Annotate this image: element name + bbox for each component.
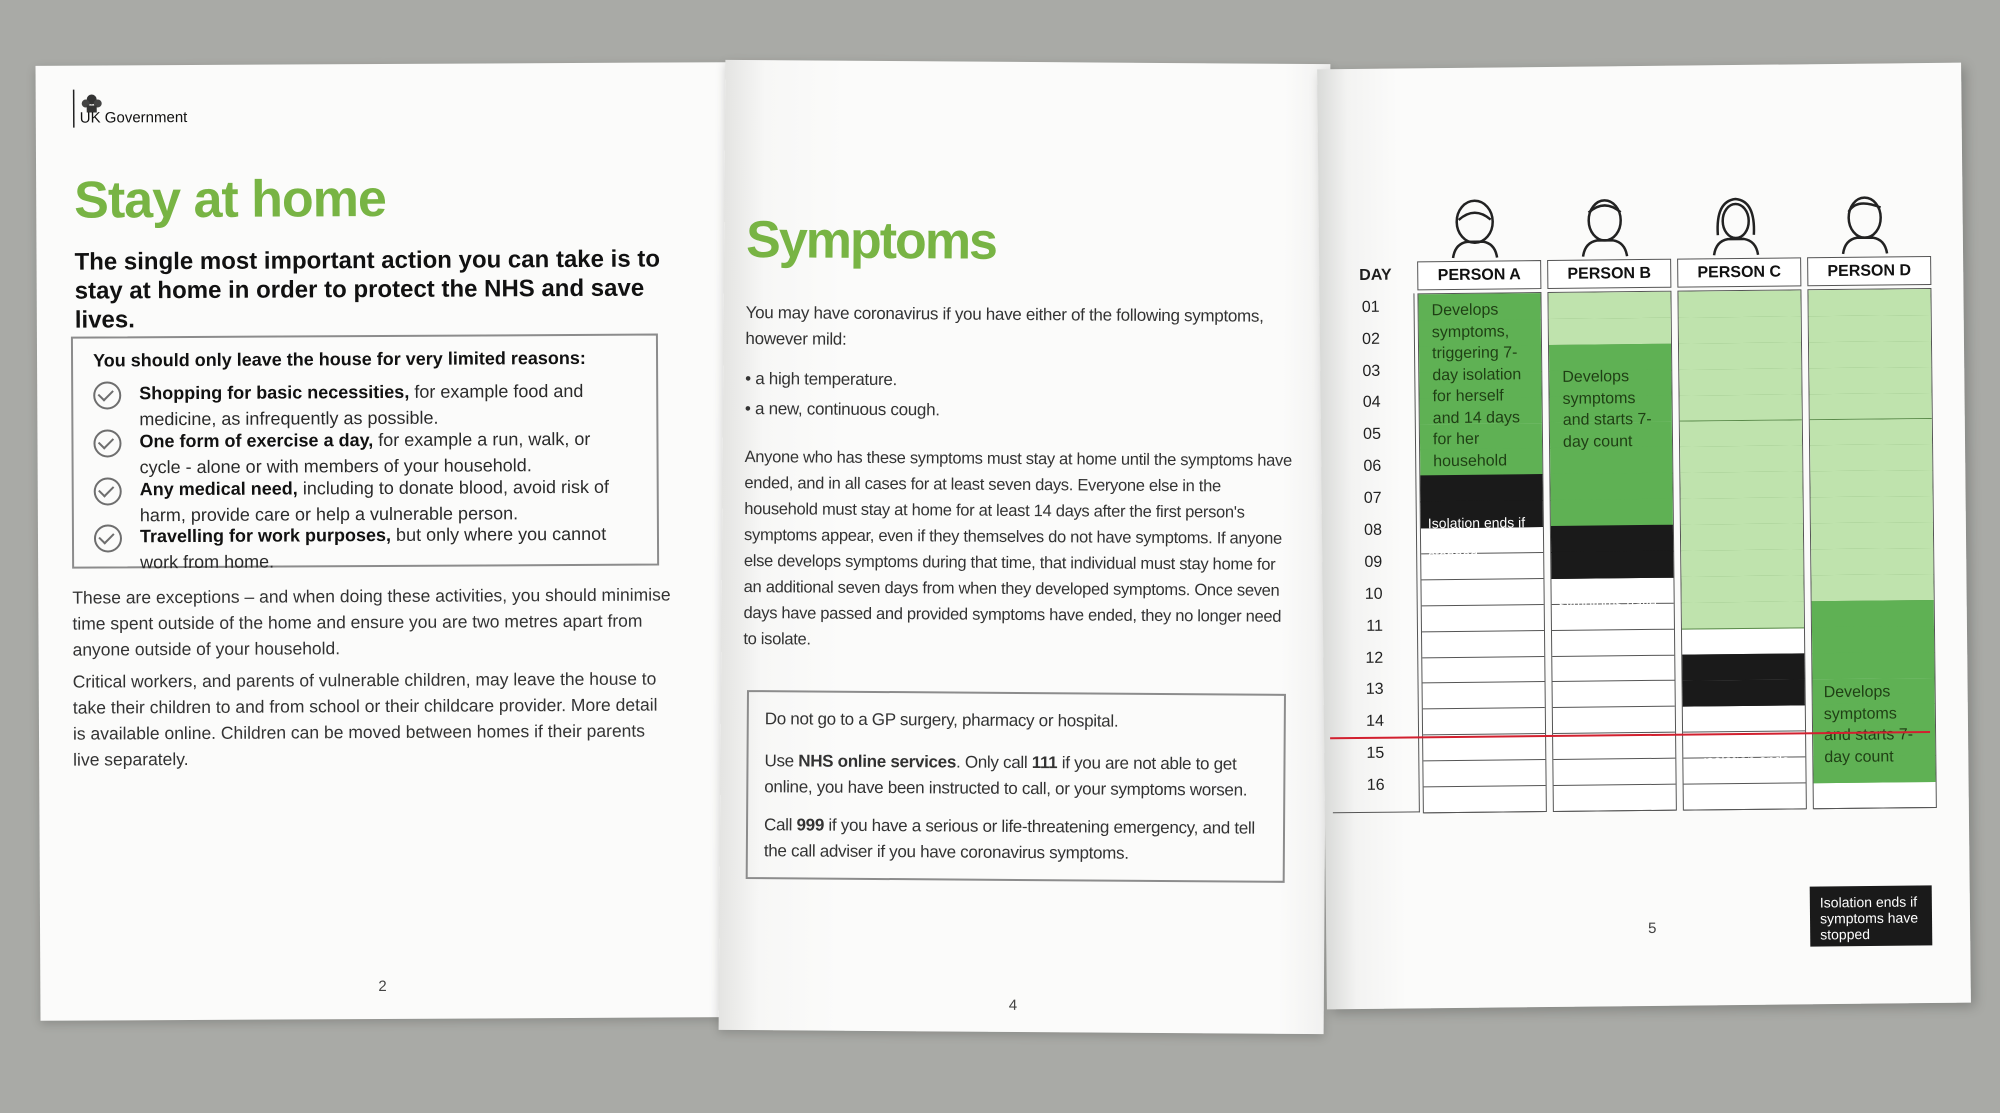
day-label: 08 xyxy=(1364,521,1383,539)
check-circle-icon xyxy=(93,429,121,457)
calendar-cell xyxy=(1420,474,1542,502)
calendar-cell xyxy=(1551,525,1673,553)
calendar-cell xyxy=(1423,759,1545,787)
page-number: 2 xyxy=(378,977,387,996)
day-label: 06 xyxy=(1363,457,1382,475)
calendar-cell xyxy=(1679,316,1801,344)
calendar-cell xyxy=(1681,549,1803,577)
person-a-icon xyxy=(1446,197,1503,260)
calendar-cell xyxy=(1682,627,1804,655)
page-title: Stay at home xyxy=(74,169,387,230)
calendar-cell xyxy=(1553,706,1675,734)
person-b-icon xyxy=(1576,196,1633,259)
calendar-cell xyxy=(1682,653,1804,681)
reasons-box xyxy=(71,334,659,573)
calendar-cell xyxy=(1812,600,1934,628)
calendar-cell xyxy=(1681,523,1803,551)
critical-workers-paragraph: Critical workers, and parents of vulnerable children, may leave the house to take their children to and from school or their childcare provider. More detail is available online. Children can be moved between homes if their parents live separately. xyxy=(72,668,658,770)
day-label: 16 xyxy=(1366,776,1385,794)
check-circle-icon xyxy=(94,524,122,552)
nhs-advice-box xyxy=(746,690,1286,883)
day-label: 05 xyxy=(1363,425,1382,443)
calendar-cell xyxy=(1422,630,1544,658)
calendar-cell xyxy=(1553,680,1675,708)
person-c-icon xyxy=(1707,195,1764,258)
calendar-cell xyxy=(1679,368,1801,396)
person-b-header: PERSON B xyxy=(1547,259,1671,289)
calendar-cell xyxy=(1550,473,1672,501)
calendar-cell xyxy=(1809,341,1931,369)
day-label: 13 xyxy=(1365,680,1384,698)
person-a-end-note: Isolation ends if symptoms have stopped xyxy=(1427,514,1527,564)
uk-government-logo xyxy=(72,87,188,135)
calendar-cell xyxy=(1422,604,1544,632)
reason-exercise: One form of exercise a day, for example a run, walk, or cycle - alone or with members of your household. xyxy=(139,428,591,478)
calendar-cell xyxy=(1683,679,1805,707)
calendar-cell xyxy=(1552,654,1674,682)
person-c-header: PERSON C xyxy=(1677,257,1801,287)
calendar-cell xyxy=(1424,785,1546,813)
person-d-header: PERSON D xyxy=(1807,256,1931,286)
advice-line-gp: Do not go to a GP surgery, pharmacy or hospital. xyxy=(764,709,1119,731)
calendar-cell xyxy=(1678,290,1800,318)
calendar-cell xyxy=(1549,318,1671,346)
advice-line-nhs-online: Use NHS online services. Only call 111 if you are not able to get online, you have been instructed to call, or your symptoms worsen. xyxy=(764,751,1248,800)
symptoms-intro: You may have coronavirus if you have either of the following symptoms, however mild: xyxy=(745,303,1264,349)
reasons-heading: You should only leave the house for very limited reasons: xyxy=(92,347,586,371)
reason-shopping: Shopping for basic necessities, for example food and medicine, as infrequently as possible. xyxy=(139,380,584,430)
calendar-cell xyxy=(1680,472,1802,500)
page-number: 5 xyxy=(1648,919,1657,937)
isolation-guidance: Anyone who has these symptoms must stay at home until the symptoms have ended, and in all cases for at least seven days. Everyone else in the household must stay at home for at least 14 days after the first person's symptoms appear, even if they themselves do not have symptoms. If anyone else develops symptoms during that time, that individual must stay home for an additional seven days from when they developed symptoms. Once seven days have passed and provided symptoms have ended, they no longer need to isolate. xyxy=(743,448,1292,649)
calendar-cell xyxy=(1814,781,1936,809)
calendar-cell xyxy=(1680,446,1802,474)
calendar-cell xyxy=(1421,578,1543,606)
page-symptoms xyxy=(719,60,1331,1034)
calendar-cell xyxy=(1551,499,1673,527)
calendar-cell xyxy=(1812,626,1934,654)
person-d-end-box xyxy=(1810,885,1933,946)
page-number: 4 xyxy=(1008,996,1018,1014)
person-a-description: Develops symptoms, triggering 7-day isolation for herself and 14 days for her household xyxy=(1431,301,1522,470)
calendar-cell xyxy=(1809,367,1931,395)
day-label: 01 xyxy=(1361,298,1380,316)
day-label: 03 xyxy=(1362,362,1381,380)
calendar-cell xyxy=(1810,418,1932,446)
calendar-cell xyxy=(1554,784,1676,812)
page-isolation-calendar xyxy=(1317,63,1971,1010)
calendar-cell xyxy=(1423,707,1545,735)
calendar-cell xyxy=(1811,574,1933,602)
person-b-description: Develops symptoms and starts 7-day count xyxy=(1562,368,1652,451)
day-label: 10 xyxy=(1364,585,1383,603)
calendar-cell xyxy=(1681,575,1803,603)
day-label: 15 xyxy=(1366,744,1385,762)
calendar-cell xyxy=(1423,682,1545,710)
person-d-end-note: Isolation ends if symptoms have stopped xyxy=(1819,893,1919,943)
person-d-description: Develops symptoms and starts 7-day count xyxy=(1823,683,1914,766)
calendar-cell xyxy=(1811,496,1933,524)
calendar-cell xyxy=(1553,758,1675,786)
calendar-cell xyxy=(1684,782,1806,810)
lead-statement: The single most important action you can take is to stay at home in order to protect the NHS and save lives. xyxy=(74,245,661,334)
calendar-cell xyxy=(1681,498,1803,526)
day-label: 11 xyxy=(1366,617,1384,635)
check-circle-icon xyxy=(93,381,121,409)
calendar-cell xyxy=(1551,551,1673,579)
day-label: 09 xyxy=(1364,553,1383,571)
reason-work: Travelling for work purposes, but only where you cannot work from home. xyxy=(139,523,607,573)
person-c-end-note: No symptoms isolation ends xyxy=(1703,735,1790,769)
calendar-cell xyxy=(1683,705,1805,733)
calendar-cell xyxy=(1680,420,1802,448)
page-title: Symptoms xyxy=(745,211,997,271)
calendar-cell xyxy=(1682,601,1804,629)
person-d-icon xyxy=(1836,193,1893,256)
calendar-cell xyxy=(1810,393,1932,421)
calendar-cell xyxy=(1812,652,1934,680)
check-circle-icon xyxy=(94,477,122,505)
person-a-header: PERSON A xyxy=(1417,260,1541,290)
org-name: UK Government xyxy=(79,109,188,127)
day-column xyxy=(1327,293,1419,813)
calendar-cell xyxy=(1811,548,1933,576)
page-stay-at-home xyxy=(36,62,731,1021)
calendar-cell xyxy=(1808,289,1930,317)
calendar-cell xyxy=(1810,470,1932,498)
person-b-end-note: Isolation ends if symptoms have stopped xyxy=(1558,578,1657,628)
day-label: 14 xyxy=(1366,712,1385,730)
symptom-item: • a high temperature. xyxy=(745,369,898,390)
day-label: 12 xyxy=(1365,649,1384,667)
day-label: 07 xyxy=(1363,489,1382,507)
reason-medical: Any medical need, including to donate blood, avoid risk of harm, provide care or help a vulnerable person. xyxy=(139,476,610,526)
calendar-cell xyxy=(1422,656,1544,684)
exceptions-paragraph: These are exceptions – and when doing these activities, you should minimise time spent outside of the home and ensure you are two metres apart from anyone outside of your household. xyxy=(72,584,671,660)
day-column-header: DAY xyxy=(1359,266,1392,284)
day-label: 02 xyxy=(1362,330,1381,348)
calendar-cell xyxy=(1810,444,1932,472)
calendar-cell xyxy=(1548,292,1670,320)
calendar-cell xyxy=(1680,394,1802,422)
day-label: 04 xyxy=(1362,393,1381,411)
symptom-item: • a new, continuous cough. xyxy=(744,399,940,420)
calendar-cell xyxy=(1552,628,1674,656)
calendar-cell xyxy=(1679,342,1801,370)
calendar-cell xyxy=(1811,522,1933,550)
calendar-cell xyxy=(1809,315,1931,343)
advice-line-999: Call 999 if you have a serious or life-threatening emergency, and tell the call adviser if you have coronavirus symptoms. xyxy=(763,815,1255,863)
